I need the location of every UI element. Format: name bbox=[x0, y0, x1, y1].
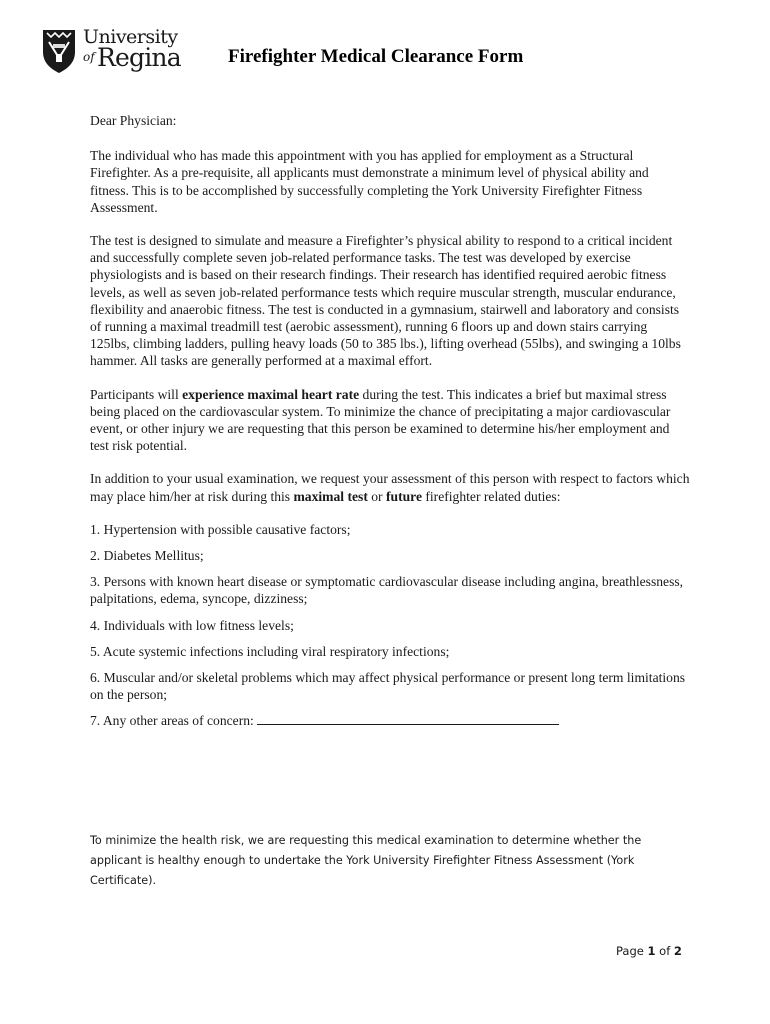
paragraph-intro: The individual who has made this appointment with you has applied for employment as a Structural Firefighter. As a pre-requisite, all applicants must demonstrate a minimum level of physical ability and fitness. This is to be accomplished by successfully completing the York University Firefighter Fitness Assessment. bbox=[90, 148, 649, 215]
logo-university-text: University bbox=[83, 26, 178, 48]
of-label: of bbox=[655, 944, 674, 958]
other-concerns-blank-line[interactable] bbox=[257, 712, 559, 725]
text-segment: during the test. This indicates a brief but maximal stress being placed on the cardiovascular system. To minimize the chance of precipitating a major cardiovascular event, or other injury we are requesting that this person be examined to determine his/her employment and test risk potential. bbox=[90, 386, 671, 454]
text-segment: In addition to your usual examination, we request your assessment of this person with respect to factors which may place him/her at risk during this bbox=[90, 471, 690, 504]
bold-text: maximal test bbox=[293, 488, 368, 504]
list-item-other-concerns bbox=[90, 712, 690, 729]
total-pages: 2 bbox=[673, 944, 682, 958]
list-item: 2. Diabetes Mellitus; bbox=[90, 548, 204, 564]
closing-paragraph: To minimize the health risk, we are requesting this medical examination to determine whether the applicant is healthy enough to undertake the York University Firefighter Fitness Assessment (York Certificate). bbox=[90, 834, 642, 887]
list-item: 3. Persons with known heart disease or symptomatic cardiovascular disease including angina, breathlessness, palpitations, edema, syncope, dizziness; bbox=[90, 574, 684, 607]
bold-text: future bbox=[385, 488, 422, 504]
paragraph-heart-rate bbox=[90, 386, 690, 455]
letter-body bbox=[90, 112, 690, 739]
paragraph-test-description: The test is designed to simulate and measure a Firefighter’s physical ability to respond to a critical incident and successfully complete seven job-related performance tasks. The test was developed by exercise physiologists and is based on their research findings. Their research has identified required aerobic fitness levels, as well as seven job-related performance tests which require muscular strength, muscular endurance, flexibility and anaerobic fitness. The test is conducted in a gymnasium, stairwell and laboratory and consists of running a maximal treadmill test (aerobic assessment), running 6 floors up and down stairs carrying 125lbs, climbing ladders, pulling heavy loads (50 to 385 lbs.), lifting overhead (55lbs), and swinging a 10lbs hammer. All tasks are generally performed at a maximal effort. bbox=[90, 233, 681, 369]
current-page: 1 bbox=[647, 944, 656, 958]
salutation: Dear Physician: bbox=[90, 113, 177, 128]
list-item: 6. Muscular and/or skeletal problems which may affect physical performance or present long term limitations on the person; bbox=[90, 670, 686, 703]
page-title: Firefighter Medical Clearance Form bbox=[228, 46, 524, 67]
text-segment: Participants will bbox=[90, 386, 183, 402]
paragraph-assessment-request bbox=[90, 470, 690, 504]
logo-regina-text: Regina bbox=[97, 43, 181, 72]
page-number bbox=[616, 944, 682, 958]
shield-crest-icon bbox=[41, 28, 77, 74]
list-item: 5. Acute systemic infections including viral respiratory infections; bbox=[90, 643, 450, 659]
text-segment: firefighter related duties: bbox=[421, 488, 561, 504]
page-label: Page bbox=[616, 944, 648, 958]
university-logo bbox=[41, 28, 181, 76]
bold-text: experience maximal heart rate bbox=[182, 386, 360, 402]
other-concerns-label: 7. Any other areas of concern: bbox=[90, 713, 258, 729]
logo-of-text: of bbox=[83, 50, 95, 64]
list-item: 4. Individuals with low fitness levels; bbox=[90, 617, 294, 633]
list-item: 1. Hypertension with possible causative factors; bbox=[90, 521, 351, 537]
text-segment: or bbox=[367, 488, 386, 504]
